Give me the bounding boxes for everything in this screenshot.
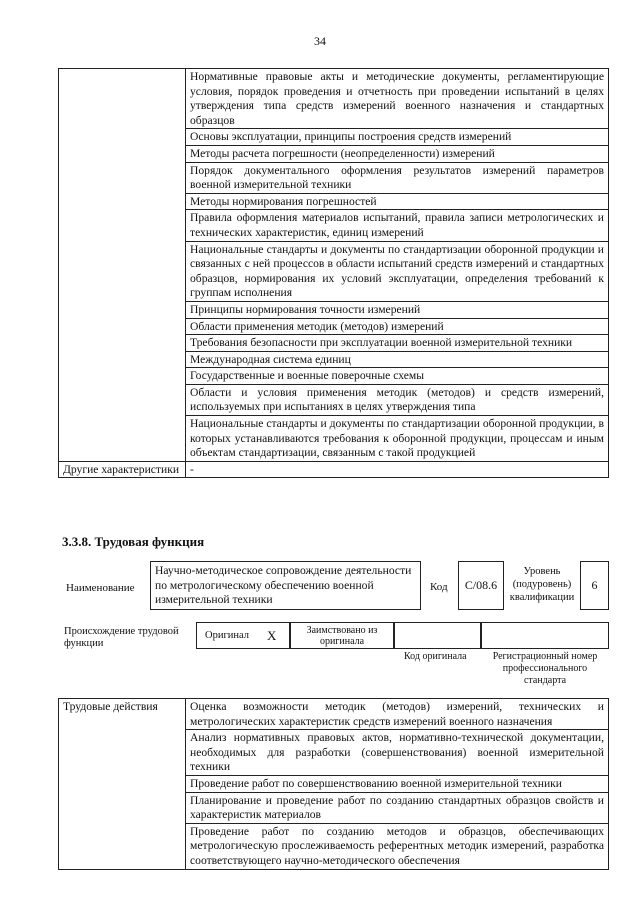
name-label: Наименование [66, 582, 135, 594]
knowledge-row: Методы нормирования погрешностей [186, 193, 609, 210]
original-box [196, 622, 290, 649]
code-original-caption: Код оригинала [404, 651, 467, 662]
section-title: 3.3.8. Трудовая функция [62, 534, 205, 549]
original-label: Оригинал [205, 630, 249, 641]
level-value: 6 [580, 561, 609, 610]
knowledge-row: Правила оформления материалов испытаний, правила записи метрологических и технических характеристик, единиц измерений [186, 210, 609, 241]
action-row: Оценка возможности методик (методов) измерений, технических и метрологических характеристик средств измерений военного назначения [186, 699, 609, 730]
name-value-box [150, 561, 421, 610]
reg-number-box [481, 622, 609, 649]
knowledge-row: Национальные стандарты и документы по стандартизации оборонной продукции и связанных с ней процессов в области испытаний средств измерений и стандартных образцов, нормирования их условий эксплуатации, определения требований к группам исполнения [186, 241, 609, 301]
code-original-box [394, 622, 481, 649]
reg-number-caption: Регистрационный номер профессионального стандарта [492, 651, 598, 686]
knowledge-row: Области и условия применения методик (методов) и средств измерений, используемых при испытаниях в целях утверждения типа [186, 384, 609, 415]
borrowed-label: Заимствовано из оригинала [306, 625, 378, 647]
knowledge-row: Области применения методик (методов) измерений [186, 318, 609, 335]
knowledge-row: Государственные и военные поверочные схемы [186, 368, 609, 385]
level-label: Уровень (подуровень) квалификации [509, 566, 575, 603]
code-value: C/08.6 [458, 561, 504, 610]
knowledge-row: Порядок документального оформления результатов измерений параметров военной измерительной техники [186, 162, 609, 193]
knowledge-row: Принципы нормирования точности измерений [186, 301, 609, 318]
knowledge-row: Нормативные правовые акты и методические документы, регламентирующие условия, порядок проведения и отчетность при проведении испытаний в целях утверждения типа средств измерений военного назначения и стандартных образцов [186, 69, 609, 129]
code-label: Код [430, 581, 448, 593]
knowledge-label-cell [59, 69, 186, 462]
origin-label: Происхождение трудовой функции [64, 626, 179, 649]
action-row: Планирование и проведение работ по созданию стандартных образцов свойств и характеристик материалов [186, 792, 609, 823]
action-row: Проведение работ по совершенствованию военной измерительной техники [186, 775, 609, 792]
knowledge-row: Основы эксплуатации, принципы построения средств измерений [186, 129, 609, 146]
other-characteristics-value: - [186, 461, 609, 478]
original-mark: X [267, 628, 277, 643]
knowledge-row: Требования безопасности при эксплуатации военной измерительной техники [186, 335, 609, 352]
knowledge-row: Международная система единиц [186, 351, 609, 368]
action-row: Анализ нормативных правовых актов, нормативно-технической документации, необходимых для разработки (совершенствования) военной измерительной техники [186, 730, 609, 776]
actions-label: Трудовые действия [59, 699, 186, 870]
actions-table [58, 698, 609, 870]
knowledge-row: Национальные стандарты и документы по стандартизации оборонной продукции, в которых устанавливаются требования к оборонной продукции, процессам и иным объектам стандартизации, связанным с такой продукцией [186, 416, 609, 462]
knowledge-row: Методы расчета погрешности (неопределенности) измерений [186, 145, 609, 162]
other-characteristics-label: Другие характеристики [59, 461, 186, 478]
action-row: Проведение работ по созданию методов и образцов, обеспечивающих метрологическую прослеживаемость референтных методик измерений, разработка соответствующего научно-методического обеспечения [186, 823, 609, 869]
knowledge-table [58, 68, 609, 478]
borrowed-box [290, 622, 394, 649]
page-number: 34 [314, 34, 326, 48]
name-value: Научно-методическое сопровождение деятельности по метрологическому обеспечению военной измерительной техники [155, 564, 412, 607]
